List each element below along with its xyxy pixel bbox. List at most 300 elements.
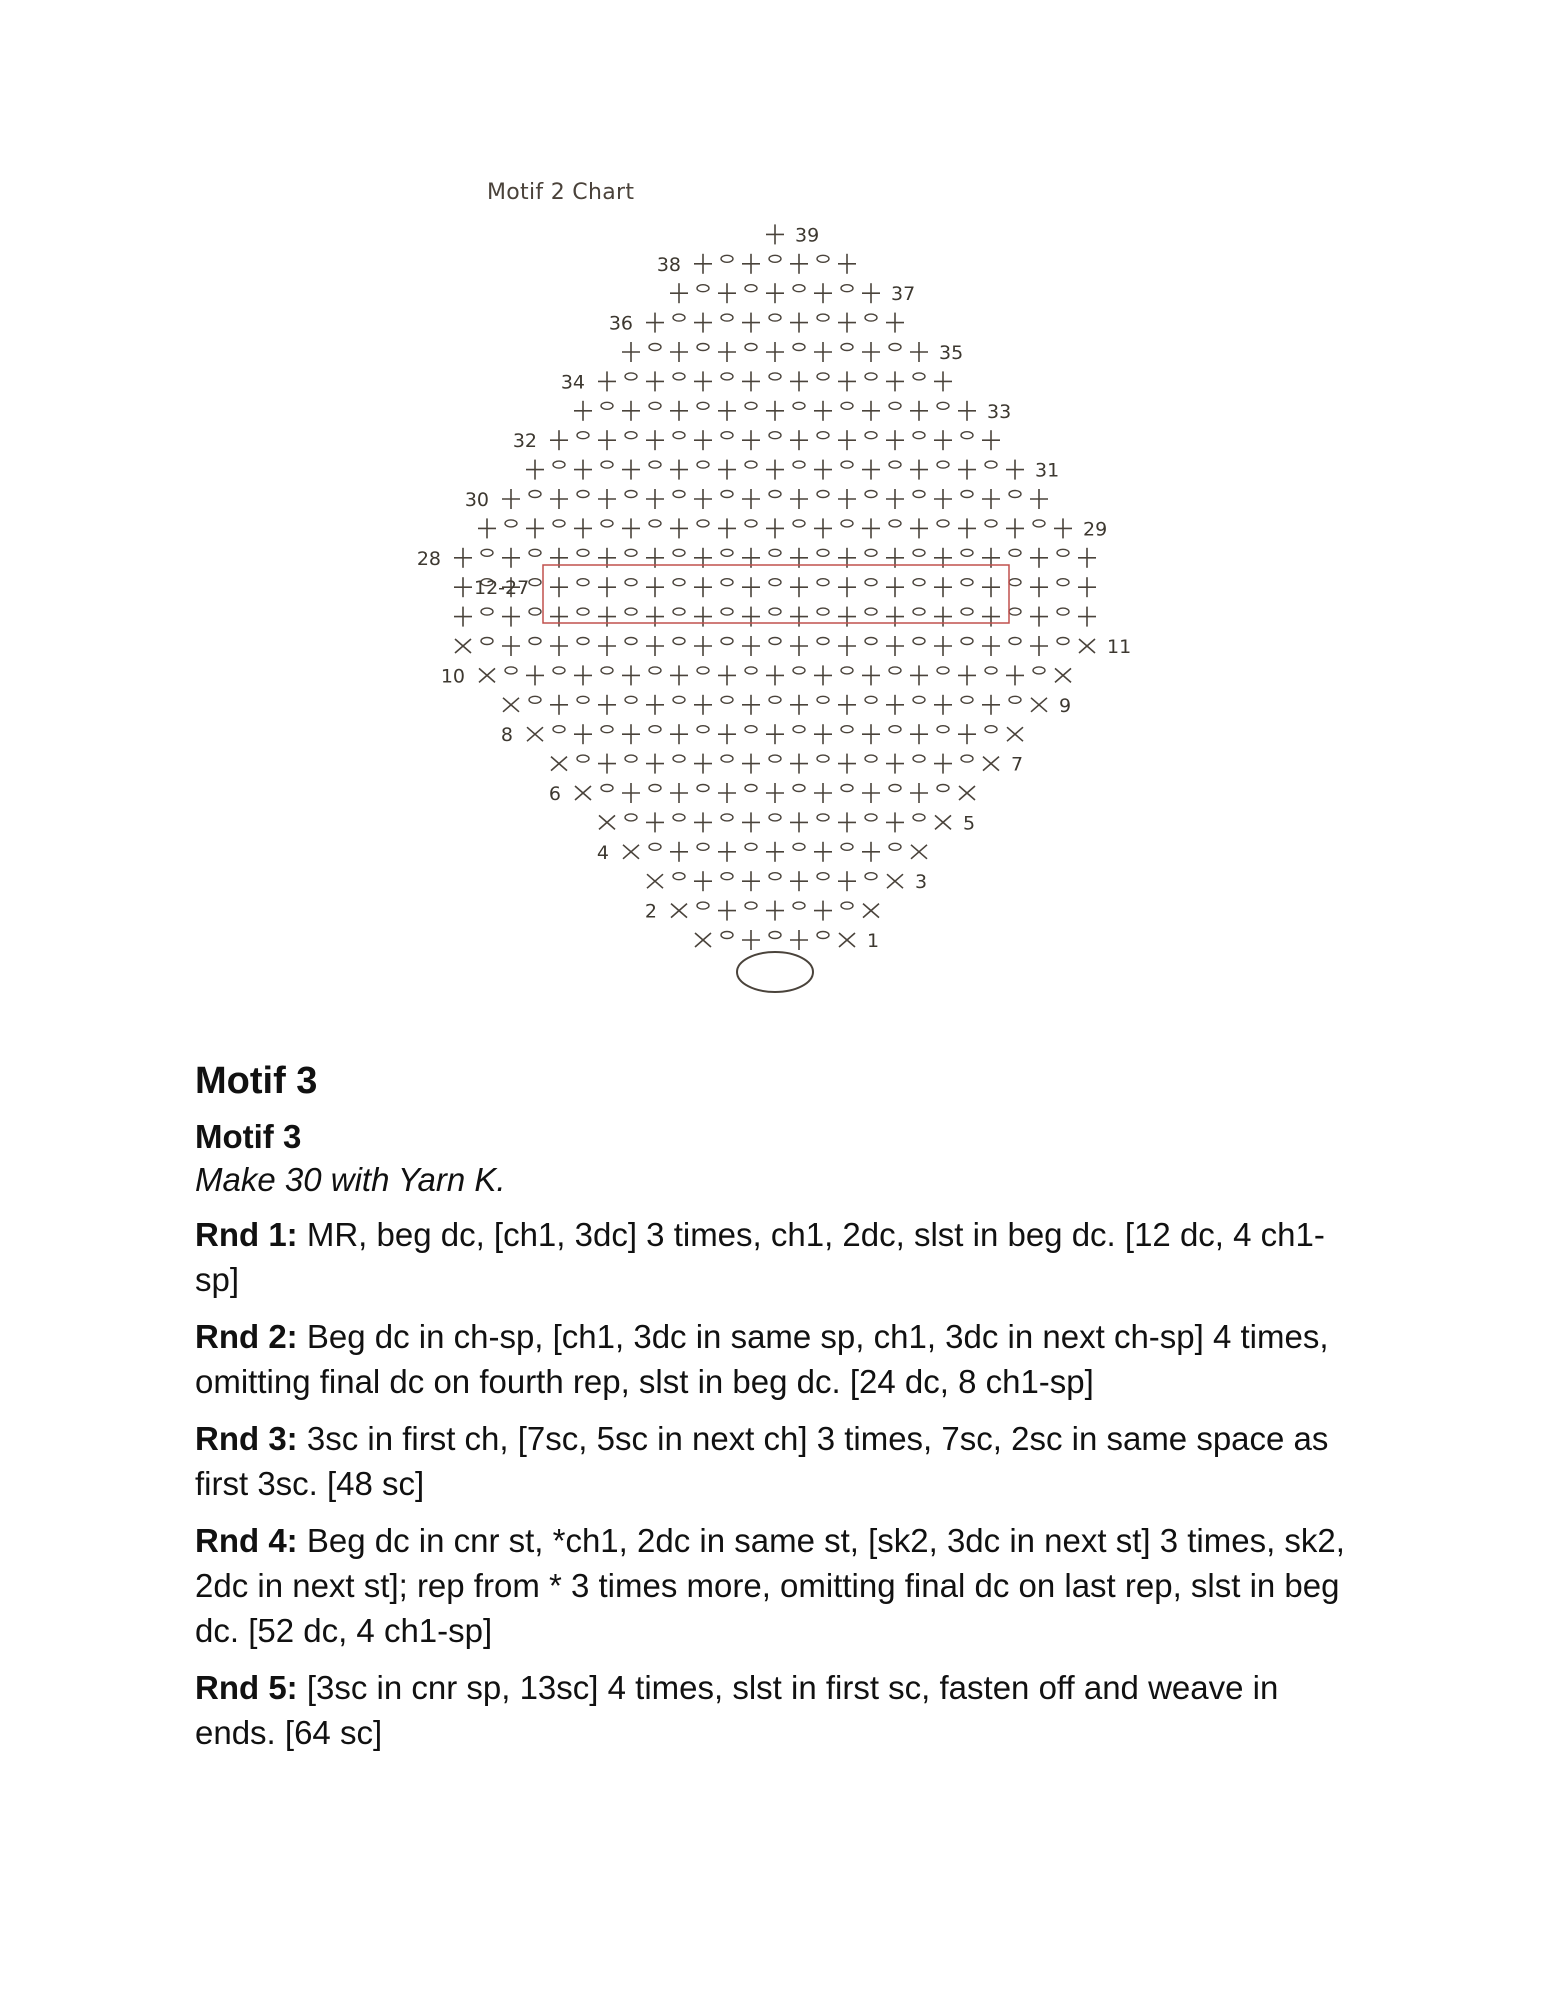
- sc-symbol: [838, 636, 856, 656]
- sc-symbol: [790, 489, 808, 509]
- sc-symbol: [742, 871, 760, 891]
- chain-symbol: [721, 491, 733, 498]
- chain-symbol: [841, 902, 853, 909]
- chain-symbol: [649, 785, 661, 792]
- chain-symbol: [745, 520, 757, 527]
- section-heading: Motif 3: [195, 1060, 318, 1102]
- chain-symbol: [601, 402, 613, 409]
- sc-symbol: [838, 577, 856, 597]
- chain-symbol: [913, 608, 925, 615]
- sc-symbol: [694, 695, 712, 715]
- sc-symbol: [862, 283, 880, 303]
- sc-symbol: [718, 842, 736, 862]
- sc-symbol: [646, 754, 664, 774]
- chain-symbol: [793, 785, 805, 792]
- chain-symbol: [793, 344, 805, 351]
- sc-symbol: [766, 518, 784, 538]
- sc-symbol: [598, 754, 616, 774]
- round-4: [195, 1518, 1365, 1653]
- chain-symbol: [1057, 579, 1069, 586]
- sc-symbol: [814, 518, 832, 538]
- sc-symbol: [670, 342, 688, 362]
- chain-symbol: [697, 520, 709, 527]
- chain-symbol: [625, 373, 637, 380]
- sc-symbol: [670, 401, 688, 421]
- sc-symbol: [934, 577, 952, 597]
- pattern-text: [195, 1058, 1365, 1767]
- chain-symbol: [553, 520, 565, 527]
- sc-symbol: [910, 518, 928, 538]
- sc-symbol: [694, 871, 712, 891]
- chain-symbol: [769, 314, 781, 321]
- round-number-label: 10: [440, 665, 465, 688]
- round-number-label: 36: [608, 312, 633, 335]
- sc-symbol: [622, 460, 640, 480]
- chain-symbol: [721, 873, 733, 880]
- chain-symbol: [937, 520, 949, 527]
- sc-symbol: [862, 460, 880, 480]
- chain-symbol: [697, 461, 709, 468]
- sc-symbol: [790, 313, 808, 333]
- sc-symbol: [598, 489, 616, 509]
- inc-symbol: [599, 815, 615, 829]
- inc-symbol: [575, 786, 591, 800]
- chain-symbol: [649, 843, 661, 850]
- chain-symbol: [841, 402, 853, 409]
- sc-symbol: [814, 665, 832, 685]
- sc-symbol: [838, 754, 856, 774]
- chain-symbol: [601, 520, 613, 527]
- sc-symbol: [910, 401, 928, 421]
- round-instructions: Beg dc in ch-sp, [ch1, 3dc in same sp, ch1, 3dc in next ch-sp] 4 times, omitting final dc on fourth rep, slst in beg dc. [24 dc, 8 ch1-sp]: [195, 1318, 1329, 1400]
- sc-symbol: [502, 607, 520, 627]
- round-number-label: 37: [891, 283, 916, 306]
- magic-ring-symbol: [737, 952, 813, 992]
- chain-symbol: [865, 579, 877, 586]
- chain-symbol: [745, 344, 757, 351]
- chain-symbol: [793, 726, 805, 733]
- chain-symbol: [721, 638, 733, 645]
- sc-symbol: [622, 342, 640, 362]
- chain-symbol: [913, 373, 925, 380]
- sc-symbol: [598, 371, 616, 391]
- motif-heading: Motif 3: [195, 1118, 302, 1155]
- sc-symbol: [838, 812, 856, 832]
- chain-symbol: [625, 608, 637, 615]
- chain-symbol: [553, 726, 565, 733]
- chain-symbol: [577, 491, 589, 498]
- chain-symbol: [793, 402, 805, 409]
- sc-symbol: [1054, 518, 1072, 538]
- sc-symbol: [1030, 577, 1048, 597]
- chain-symbol: [721, 373, 733, 380]
- chain-symbol: [817, 432, 829, 439]
- chain-symbol: [649, 520, 661, 527]
- chain-symbol: [745, 667, 757, 674]
- sc-symbol: [526, 665, 544, 685]
- sc-symbol: [862, 342, 880, 362]
- chain-symbol: [817, 579, 829, 586]
- chain-symbol: [1057, 638, 1069, 645]
- round-label: Rnd 4:: [195, 1522, 298, 1559]
- sc-symbol: [646, 577, 664, 597]
- chain-symbol: [961, 755, 973, 762]
- sc-symbol: [838, 695, 856, 715]
- round-number-label: 9: [1059, 694, 1072, 717]
- round-instructions: MR, beg dc, [ch1, 3dc] 3 times, ch1, 2dc, slst in beg dc. [12 dc, 4 ch1-sp]: [195, 1216, 1325, 1298]
- sc-symbol: [646, 430, 664, 450]
- sc-symbol: [742, 577, 760, 597]
- chain-symbol: [937, 726, 949, 733]
- chain-symbol: [841, 843, 853, 850]
- chain-symbol: [1057, 608, 1069, 615]
- chain-symbol: [913, 638, 925, 645]
- chain-symbol: [817, 932, 829, 939]
- inc-symbol: [503, 698, 519, 712]
- sc-symbol: [886, 695, 904, 715]
- sc-symbol: [694, 371, 712, 391]
- chain-symbol: [745, 285, 757, 292]
- sc-symbol: [790, 812, 808, 832]
- sc-symbol: [1006, 665, 1024, 685]
- sc-symbol: [574, 724, 592, 744]
- chain-symbol: [889, 843, 901, 850]
- sc-symbol: [814, 401, 832, 421]
- sc-symbol: [694, 636, 712, 656]
- sc-symbol: [838, 489, 856, 509]
- chain-symbol: [865, 638, 877, 645]
- sc-symbol: [598, 577, 616, 597]
- chain-symbol: [1009, 608, 1021, 615]
- round-1: [195, 1212, 1365, 1302]
- round-label: Rnd 3:: [195, 1420, 298, 1457]
- sc-symbol: [454, 548, 472, 568]
- chain-symbol: [865, 549, 877, 556]
- chain-symbol: [625, 638, 637, 645]
- chain-symbol: [913, 579, 925, 586]
- sc-symbol: [646, 695, 664, 715]
- inc-symbol: [839, 933, 855, 947]
- chain-symbol: [817, 314, 829, 321]
- chain-symbol: [865, 373, 877, 380]
- inc-symbol: [1007, 727, 1023, 741]
- chain-symbol: [841, 285, 853, 292]
- chain-symbol: [793, 843, 805, 850]
- chain-symbol: [961, 638, 973, 645]
- chain-symbol: [769, 873, 781, 880]
- chain-symbol: [889, 667, 901, 674]
- chain-symbol: [745, 726, 757, 733]
- round-instructions: [3sc in cnr sp, 13sc] 4 times, slst in first sc, fasten off and weave in ends. [64 sc]: [195, 1669, 1279, 1751]
- chain-symbol: [745, 785, 757, 792]
- round-instructions: Beg dc in cnr st, *ch1, 2dc in same st, [sk2, 3dc in next st] 3 times, sk2, 2dc in next st]; rep from * 3 times more, omitting final dc on last rep, slst in beg dc. [52 dc, 4 ch1-sp]: [195, 1522, 1345, 1649]
- sc-symbol: [574, 665, 592, 685]
- chain-symbol: [481, 638, 493, 645]
- chain-symbol: [817, 814, 829, 821]
- inc-symbol: [647, 874, 663, 888]
- chain-symbol: [673, 432, 685, 439]
- chain-symbol: [673, 579, 685, 586]
- sc-symbol: [694, 313, 712, 333]
- sc-symbol: [694, 430, 712, 450]
- round-number-label: 8: [500, 724, 513, 747]
- sc-symbol: [910, 342, 928, 362]
- chain-symbol: [985, 726, 997, 733]
- chain-symbol: [745, 843, 757, 850]
- sc-symbol: [838, 254, 856, 274]
- chain-symbol: [649, 402, 661, 409]
- chain-symbol: [577, 755, 589, 762]
- round-number-label: 35: [939, 342, 964, 364]
- sc-symbol: [694, 489, 712, 509]
- sc-symbol: [790, 254, 808, 274]
- chain-symbol: [793, 285, 805, 292]
- sc-symbol: [886, 313, 904, 333]
- sc-symbol: [574, 401, 592, 421]
- chain-symbol: [505, 520, 517, 527]
- round-number-label: 32: [512, 430, 537, 453]
- sc-symbol: [862, 401, 880, 421]
- sc-symbol: [790, 371, 808, 391]
- sc-symbol: [670, 460, 688, 480]
- sc-symbol: [982, 636, 1000, 656]
- round-label: Rnd 2:: [195, 1318, 298, 1355]
- chain-symbol: [553, 461, 565, 468]
- sc-symbol: [934, 371, 952, 391]
- chain-symbol: [985, 520, 997, 527]
- sc-symbol: [838, 371, 856, 391]
- inc-symbol: [911, 845, 927, 859]
- chain-symbol: [769, 432, 781, 439]
- chain-symbol: [769, 608, 781, 615]
- round-label: Rnd 1:: [195, 1216, 298, 1253]
- chain-symbol: [649, 344, 661, 351]
- round-label: Rnd 5:: [195, 1669, 298, 1706]
- repeat-bracket: [543, 565, 1009, 623]
- chain-symbol: [505, 667, 517, 674]
- sc-symbol: [934, 636, 952, 656]
- chain-symbol: [649, 726, 661, 733]
- sc-symbol: [814, 724, 832, 744]
- chain-symbol: [625, 549, 637, 556]
- chain-symbol: [721, 814, 733, 821]
- sc-symbol: [790, 577, 808, 597]
- chain-symbol: [745, 902, 757, 909]
- sc-symbol: [766, 342, 784, 362]
- chain-symbol: [865, 608, 877, 615]
- chain-symbol: [889, 520, 901, 527]
- chain-symbol: [673, 608, 685, 615]
- chain-symbol: [961, 608, 973, 615]
- repeat-rounds-label: 12-27: [474, 577, 530, 599]
- sc-symbol: [454, 577, 472, 597]
- chain-symbol: [697, 344, 709, 351]
- round-number-label: 38: [656, 253, 681, 276]
- chain-symbol: [769, 638, 781, 645]
- sc-symbol: [502, 636, 520, 656]
- sc-symbol: [646, 489, 664, 509]
- chain-symbol: [625, 432, 637, 439]
- sc-symbol: [718, 783, 736, 803]
- sc-symbol: [550, 489, 568, 509]
- chain-symbol: [577, 549, 589, 556]
- inc-symbol: [551, 757, 567, 771]
- chain-symbol: [865, 491, 877, 498]
- chain-symbol: [769, 549, 781, 556]
- chain-symbol: [1033, 520, 1045, 527]
- chain-symbol: [721, 755, 733, 762]
- sc-symbol: [550, 577, 568, 597]
- sc-symbol: [646, 371, 664, 391]
- sc-symbol: [862, 842, 880, 862]
- chain-symbol: [865, 755, 877, 762]
- chain-symbol: [841, 520, 853, 527]
- sc-symbol: [670, 842, 688, 862]
- round-number-label: 4: [596, 841, 609, 864]
- sc-symbol: [982, 577, 1000, 597]
- inc-symbol: [527, 727, 543, 741]
- sc-symbol: [598, 636, 616, 656]
- sc-symbol: [622, 724, 640, 744]
- sc-symbol: [1078, 607, 1096, 627]
- sc-symbol: [1030, 548, 1048, 568]
- chain-symbol: [817, 755, 829, 762]
- chain-symbol: [913, 696, 925, 703]
- sc-symbol: [454, 607, 472, 627]
- chain-symbol: [721, 432, 733, 439]
- chain-symbol: [793, 461, 805, 468]
- chain-symbol: [697, 785, 709, 792]
- chain-symbol: [889, 402, 901, 409]
- chain-symbol: [793, 902, 805, 909]
- chain-symbol: [673, 696, 685, 703]
- chain-symbol: [577, 432, 589, 439]
- chain-symbol: [625, 491, 637, 498]
- chain-symbol: [985, 667, 997, 674]
- sc-symbol: [478, 518, 496, 538]
- sc-symbol: [694, 754, 712, 774]
- chain-symbol: [697, 726, 709, 733]
- sc-symbol: [886, 430, 904, 450]
- sc-symbol: [766, 460, 784, 480]
- sc-symbol: [742, 636, 760, 656]
- sc-symbol: [502, 489, 520, 509]
- sc-symbol: [1006, 460, 1024, 480]
- sc-symbol: [982, 430, 1000, 450]
- inc-symbol: [1031, 698, 1047, 712]
- chain-symbol: [817, 373, 829, 380]
- sc-symbol: [718, 283, 736, 303]
- chain-symbol: [817, 873, 829, 880]
- round-number-label: 28: [416, 547, 441, 570]
- sc-symbol: [958, 401, 976, 421]
- sc-symbol: [910, 460, 928, 480]
- chain-symbol: [721, 608, 733, 615]
- round-number-label: 1: [867, 930, 880, 952]
- chain-symbol: [673, 373, 685, 380]
- chain-symbol: [721, 314, 733, 321]
- chain-symbol: [817, 491, 829, 498]
- sc-symbol: [670, 724, 688, 744]
- inc-symbol: [1079, 639, 1095, 653]
- chain-symbol: [961, 549, 973, 556]
- chain-symbol: [961, 491, 973, 498]
- sc-symbol: [958, 724, 976, 744]
- chain-symbol: [769, 696, 781, 703]
- sc-symbol: [526, 518, 544, 538]
- sc-symbol: [646, 313, 664, 333]
- chain-symbol: [601, 667, 613, 674]
- sc-symbol: [886, 754, 904, 774]
- chain-symbol: [577, 608, 589, 615]
- sc-symbol: [670, 783, 688, 803]
- sc-symbol: [718, 665, 736, 685]
- round-3: [195, 1416, 1365, 1506]
- sc-symbol: [982, 695, 1000, 715]
- sc-symbol: [1030, 489, 1048, 509]
- sc-symbol: [934, 489, 952, 509]
- sc-symbol: [958, 665, 976, 685]
- chain-symbol: [721, 696, 733, 703]
- sc-symbol: [814, 901, 832, 921]
- chain-symbol: [529, 638, 541, 645]
- inc-symbol: [863, 904, 879, 918]
- sc-symbol: [742, 430, 760, 450]
- sc-symbol: [910, 665, 928, 685]
- chain-symbol: [841, 726, 853, 733]
- chain-symbol: [745, 461, 757, 468]
- sc-symbol: [718, 401, 736, 421]
- chain-symbol: [1009, 491, 1021, 498]
- chain-symbol: [601, 785, 613, 792]
- chain-symbol: [961, 432, 973, 439]
- sc-symbol: [622, 665, 640, 685]
- chain-symbol: [649, 461, 661, 468]
- chain-symbol: [793, 667, 805, 674]
- chain-symbol: [865, 432, 877, 439]
- inc-symbol: [887, 874, 903, 888]
- chain-symbol: [817, 696, 829, 703]
- sc-symbol: [550, 430, 568, 450]
- round-number-label: 39: [795, 224, 820, 247]
- sc-symbol: [982, 489, 1000, 509]
- chain-symbol: [697, 285, 709, 292]
- sc-symbol: [550, 636, 568, 656]
- sc-symbol: [790, 754, 808, 774]
- chain-symbol: [577, 579, 589, 586]
- chain-symbol: [625, 814, 637, 821]
- sc-symbol: [670, 283, 688, 303]
- sc-symbol: [934, 695, 952, 715]
- sc-symbol: [766, 224, 784, 244]
- sc-symbol: [718, 724, 736, 744]
- round-2: [195, 1314, 1365, 1404]
- chain-symbol: [889, 785, 901, 792]
- sc-symbol: [814, 842, 832, 862]
- chain-symbol: [601, 726, 613, 733]
- sc-symbol: [718, 342, 736, 362]
- round-5: [195, 1665, 1365, 1755]
- sc-symbol: [934, 430, 952, 450]
- sc-symbol: [766, 665, 784, 685]
- chain-symbol: [889, 461, 901, 468]
- sc-symbol: [886, 489, 904, 509]
- sc-symbol: [742, 489, 760, 509]
- sc-symbol: [766, 783, 784, 803]
- chain-symbol: [745, 402, 757, 409]
- chain-symbol: [1057, 549, 1069, 556]
- sc-symbol: [1078, 577, 1096, 597]
